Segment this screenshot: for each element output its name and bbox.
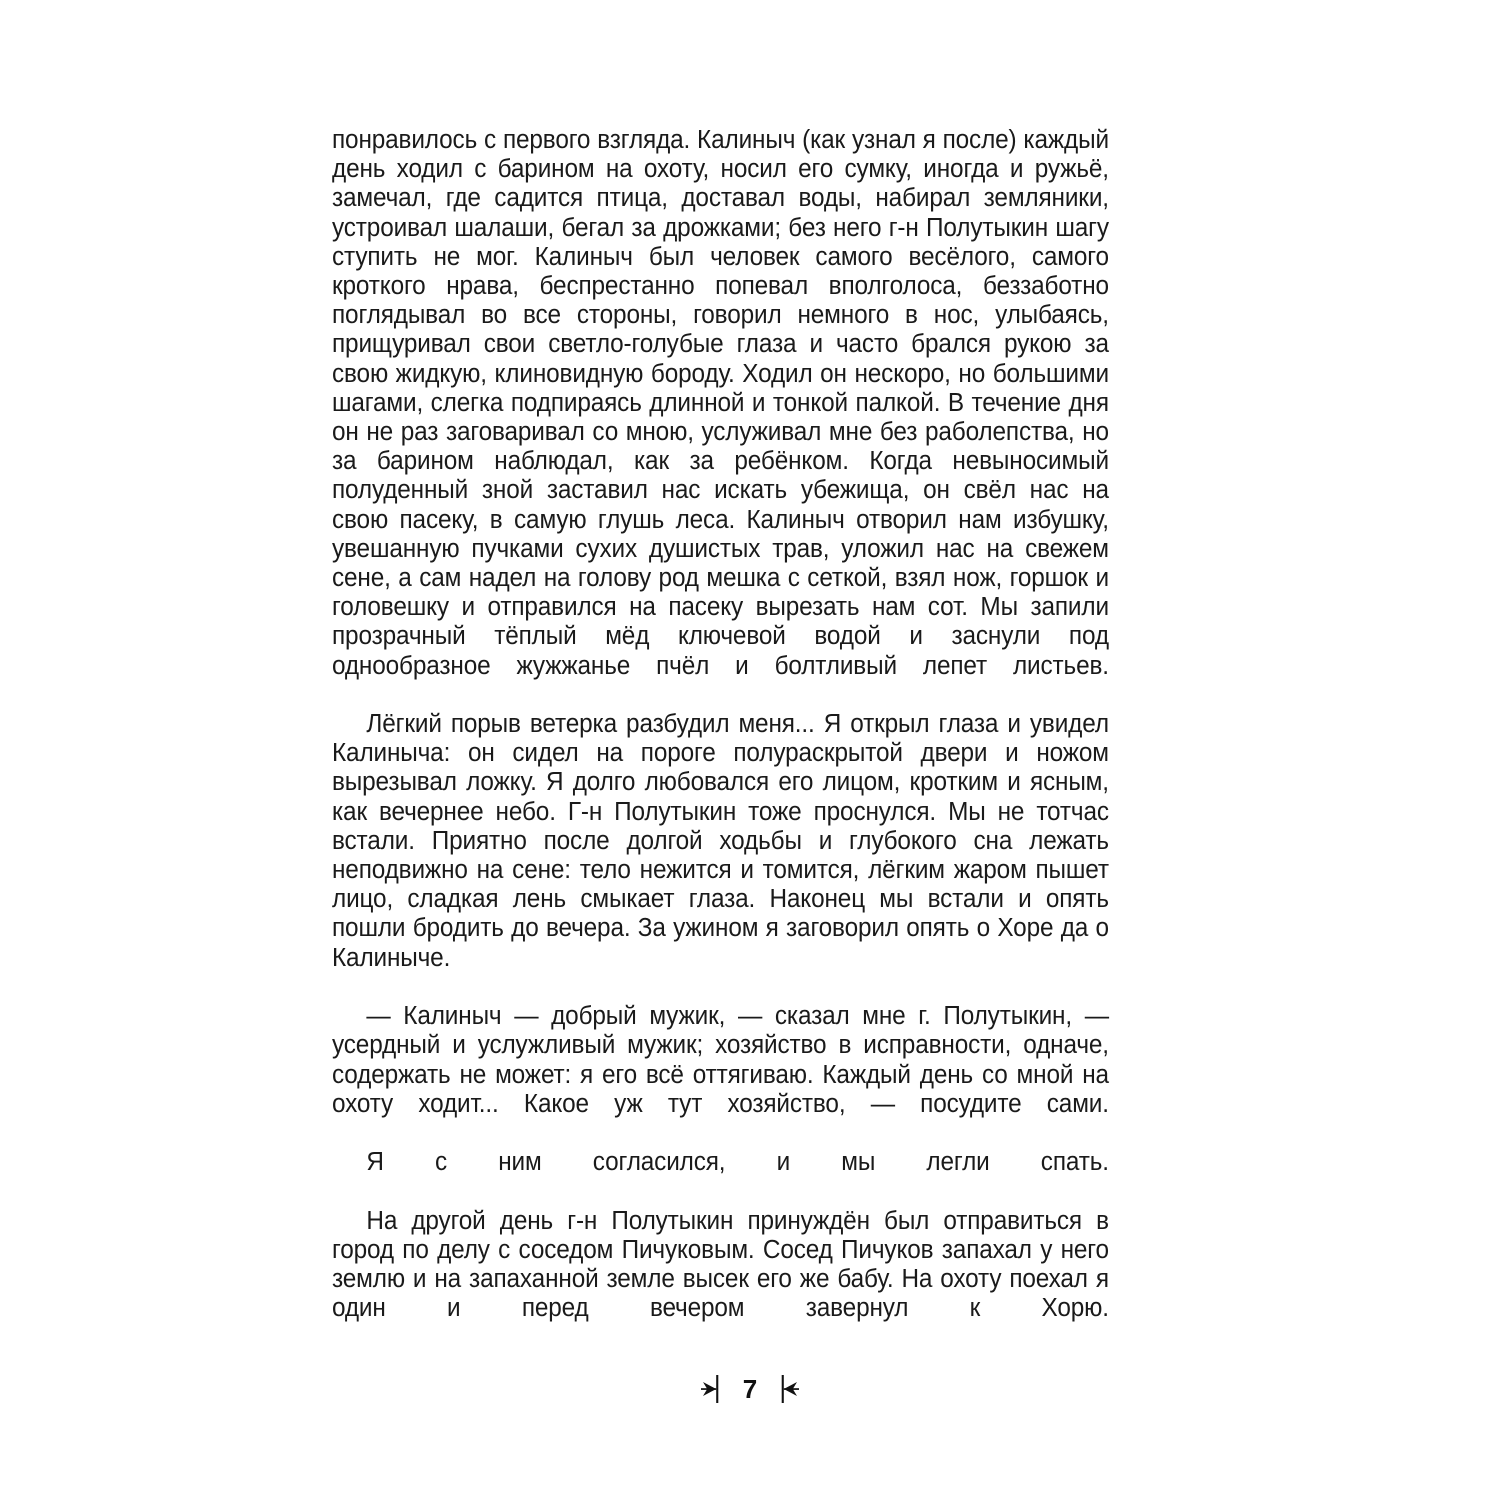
arrows-to-bar-left-icon [776,1372,802,1406]
arrows-to-bar-right-icon [698,1372,724,1406]
paragraph: — Калиныч — добрый мужик, — сказал мне г. Полутыкин, — усердный и услужливый мужик; хозяйство в исправности, одначе, содержать не может: я его всё оттягиваю. Каждый день со мной на охоту ходит... Какое уж тут хозяйство, — посудите сами. [332,1002,1109,1118]
paragraph: понравилось с первого взгляда. Калиныч (как узнал я после) каждый день ходил с барином на охоту, носил его сумку, иногда и ружьё, замечал, где садится птица, доставал воды, набирал земляники, устроивал шалаши, бегал за дрожками; без него г-н Полутыкин шагу ступить не мог. Калиныч был человек самого весёлого, самого кроткого нрава, беспрестанно попевал вполголоса, беззаботно поглядывал во все стороны, говорил немного в нос, улыбаясь, прищуривал свои светло-голубые глаза и часто брался рукою за свою жидкую, клиновидную бороду. Ходил он нескоро, но большими шагами, слегка подпираясь длинной и тонкой палкой. В течение дня он не раз заговаривал со мною, услуживал мне без раболепства, но за барином наблюдал, как за ребёнком. Когда невыносимый полуденный зной заставил нас искать убежища, он свёл нас на свою пасеку, в самую глушь леса. Калиныч отворил нам избушку, увешанную пучками сухих душистых трав, уложил нас на свежем сене, а сам надел на голову род мешка с сеткой, взял нож, горшок и головешку и отправился на пасеку вырезать нам сот. Мы запили прозрачный тёплый мёд ключевой водой и заснули под однообразное жужжанье пчёл и болтливый лепет листьев. [332,126,1109,680]
page-footer [0,1372,1500,1406]
paragraph: Я с ним согласился, и мы легли спать. [366,1148,1109,1177]
page-text-block [332,126,1109,1353]
paragraph: На другой день г-н Полутыкин принуждён был отправиться в город по делу с соседом Пичуковым. Сосед Пичуков запахал у него землю и на запаханной земле высек его же бабу. На охоту поехал я один и перед вечером завернул к Хорю. [332,1206,1109,1323]
paragraph: Лёгкий порыв ветерка разбудил меня... Я открыл глаза и увидел Калиныча: он сидел на пороге полураскрытой двери и ножом вырезывал ложку. Я долго любовался его лицом, кротким и ясным, как вечернее небо. Г-н Полутыкин тоже проснулся. Мы не тотчас встали. Приятно после долгой ходьбы и глубокого сна лежать неподвижно на сене: тело нежится и томится, лёгким жаром пышет лицо, сладкая лень смыкает глаза. Наконец мы встали и опять пошли бродить до вечера. За ужином я заговорил опять о Хоре да о Калиныче. [332,710,1109,972]
page-number: 7 [742,1374,758,1404]
